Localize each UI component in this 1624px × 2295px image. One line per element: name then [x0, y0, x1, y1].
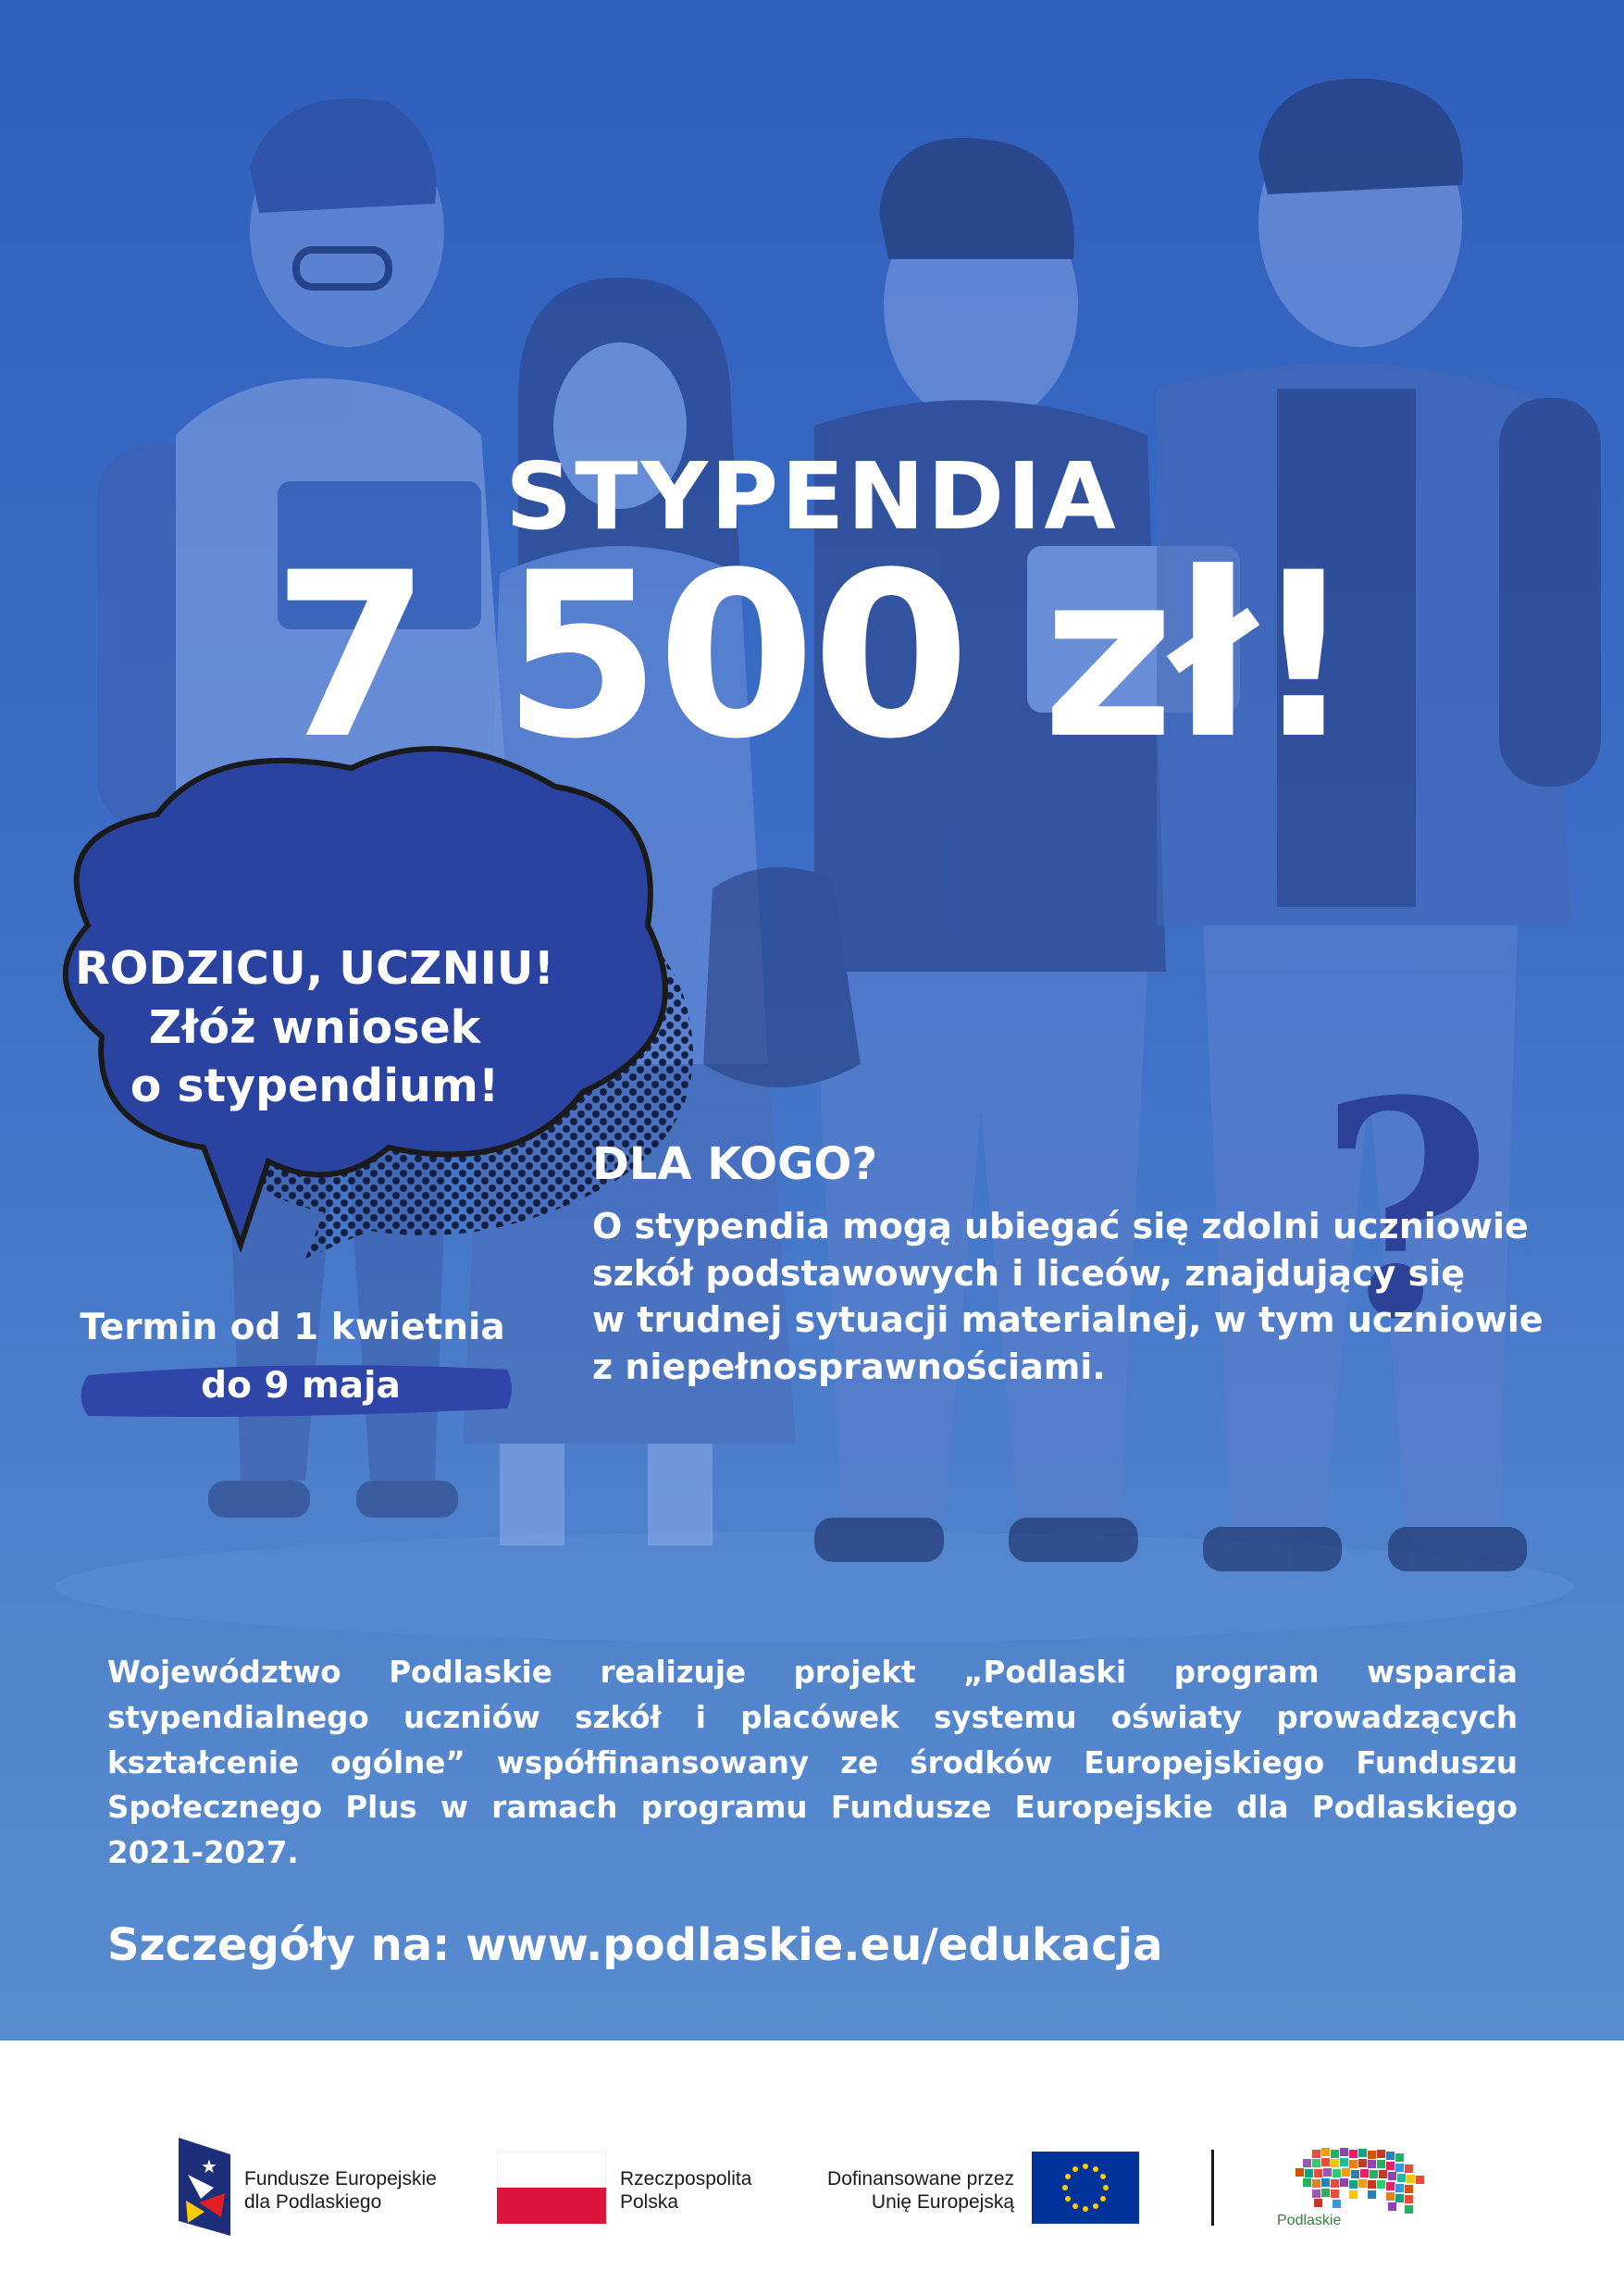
floor-shadow — [56, 1532, 1573, 1643]
bubble-line-1: RODZICU, UCZNIU! — [75, 942, 554, 995]
eligibility-line: z niepełnosprawnościami. — [592, 1346, 1106, 1387]
fundusze-europejskie-logo — [179, 2138, 230, 2236]
deadline-line-1: Termin od 1 kwietnia — [80, 1307, 505, 1348]
bubble-line-2: Złóż wniosek — [148, 1000, 481, 1054]
eligibility-heading: DLA KOGO? — [592, 1138, 878, 1190]
fe-logo-label — [244, 2167, 437, 2214]
svg-text:★: ★ — [201, 2155, 217, 2177]
eu-label-line-2: Unię Europejską — [871, 2191, 1014, 2214]
headline-amount: 7 500 zł! — [272, 525, 1352, 789]
fe-label-line-1: Fundusze Europejskie — [244, 2168, 437, 2190]
bubble-text — [56, 939, 574, 1116]
eu-flag-icon — [1032, 2152, 1139, 2224]
deadline-line-2: do 9 maja — [201, 1365, 401, 1407]
headline-title: STYPENDIA — [505, 442, 1119, 551]
eligibility-line: O stypendia mogą ubiegać się zdolni uczniowie — [592, 1206, 1529, 1247]
eu-label-line-1: Dofinansowane przez — [827, 2168, 1014, 2190]
details-link[interactable]: Szczegóły na: www.podlaskie.eu/edukacja — [107, 1919, 1163, 1971]
bubble-line-3: o stypendium! — [130, 1060, 500, 1113]
project-description: Województwo Podlaskie realizuje projekt „Podlaski program wsparcia stypendialnego uczniów szkół i placówek systemu oświaty prowadzących kształcenie ogólne” współfinansowany ze środków Europejskiego Funduszu Społecznego Plus w ramach programu Fundusze Europejskie dla Podlaskiego 2021-2027. — [107, 1655, 1518, 1870]
eligibility-line: w trudnej sytuacji materialnej, w tym uczniowie — [592, 1299, 1543, 1341]
polish-flag-icon — [497, 2152, 606, 2224]
eligibility-line: szkół podstawowych i liceów, znajdujący się — [592, 1252, 1466, 1294]
eu-logo-label — [811, 2167, 1014, 2214]
footer-logos — [0, 2041, 1624, 2295]
rp-label-line-1: Rzeczpospolita — [620, 2168, 752, 2190]
footer-divider — [1211, 2150, 1214, 2226]
rp-label-line-2: Polska — [620, 2191, 679, 2214]
podlaskie-label: Podlaskie — [1277, 2213, 1342, 2228]
eligibility-description — [592, 1203, 1592, 1390]
svg-text:?: ? — [1319, 1037, 1493, 1384]
rp-logo-label — [620, 2167, 751, 2214]
fe-label-line-2: dla Podlaskiego — [244, 2191, 382, 2214]
